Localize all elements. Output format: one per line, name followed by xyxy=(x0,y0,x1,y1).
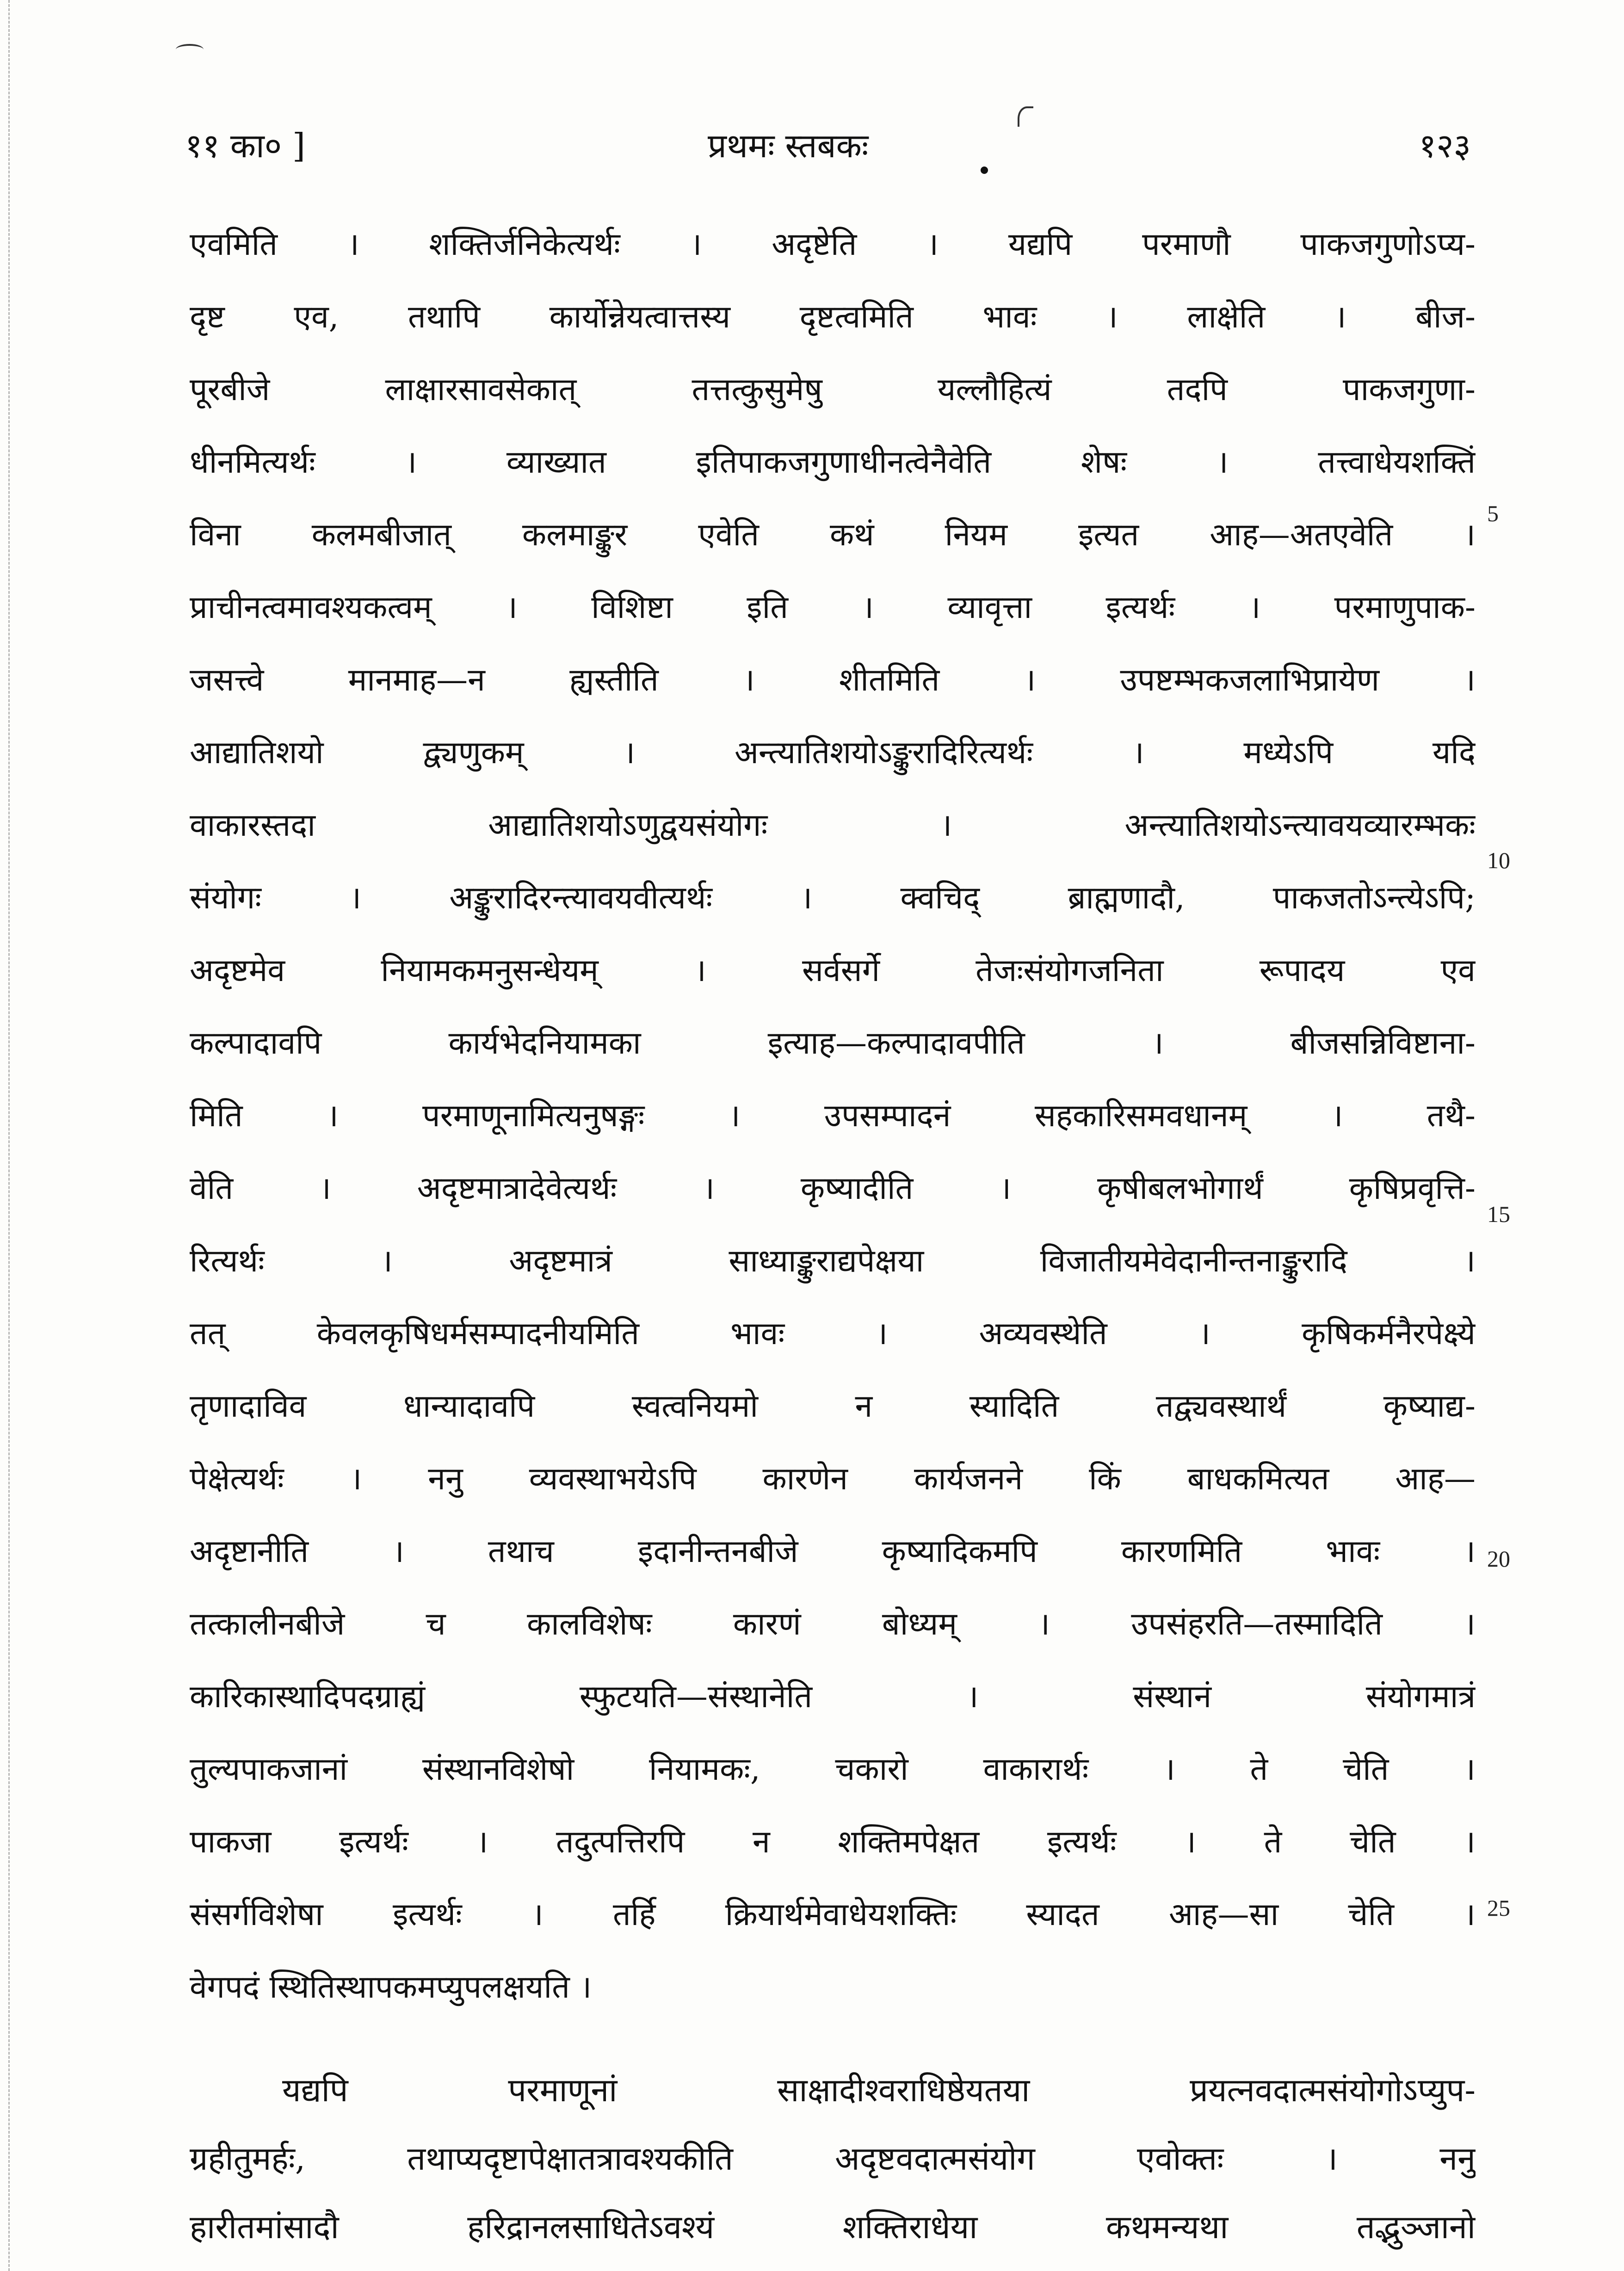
text-line: कारिकास्थादिपदग्राह्यं स्फुटयति—संस्थानेति । संस्थानं संयोगमात्रं xyxy=(190,1679,1476,1715)
stray-mark-top xyxy=(176,44,204,55)
commentary-body xyxy=(190,208,1476,2261)
line-number-10: 10 xyxy=(1487,847,1510,873)
text-line: तृणादाविव धान्यादावपि स्वत्वनियमो न स्यादिति तद्व्यवस्थार्थं कृष्याद्य- xyxy=(190,1388,1476,1425)
line-number-20: 20 xyxy=(1487,1546,1510,1572)
text-line: जसत्त्वे मानमाह—न ह्यस्तीति । शीतमिति । उपष्टम्भकजलाभिप्रायेण । xyxy=(190,662,1476,698)
header-section-ref: ११ का० ] xyxy=(185,126,306,165)
text-line: तत्कालीनबीजे च कालविशेषः कारणं बोध्यम् । उपसंहरति—तस्मादिति । xyxy=(190,1606,1476,1642)
text-line: अदृष्टमेव नियामकमनुसन्धेयम् । सर्वसर्गे तेजःसंयोगजनिता रूपादय एव xyxy=(190,952,1476,989)
scan-edge-mark xyxy=(0,0,10,2271)
line-number-15: 15 xyxy=(1487,1201,1510,1227)
header-dot-mark xyxy=(981,167,988,174)
running-header xyxy=(185,116,1471,176)
text-line: पूरबीजे लाक्षारसावसेकात् तत्तत्कुसुमेषु यल्लौहित्यं तदपि पाकजगुणा- xyxy=(190,371,1476,408)
paragraph-gap xyxy=(190,2024,1476,2056)
text-line: संसर्गविशेषा इत्यर्थः । तर्हि क्रियार्थमेवाधेयशक्तिः स्यादत आह—सा चेति । xyxy=(190,1896,1476,1933)
text-line: दृष्ट एव, तथापि कार्योन्नेयत्वात्तस्य दृष्टत्वमिति भावः । लाक्षेति । बीज- xyxy=(190,299,1476,335)
text-line: संयोगः । अङ्कुरादिरन्त्यावयवीत्यर्थः । क्वचिद् ब्राह्मणादौ, पाकजतोऽन्त्येऽपि; xyxy=(190,880,1476,916)
text-line-last: वेगपदं स्थितिस्थापकमप्युपलक्षयति । xyxy=(190,1969,592,2006)
text-line: पाकजा इत्यर्थः । तदुत्पत्तिरपि न शक्तिमपेक्षत इत्यर्थः । ते चेति । xyxy=(190,1824,1476,1860)
paragraph-line: हारीतमांसादौ हरिद्रानलसाधितेऽवश्यं शक्तिराधेया कथमन्यथा तद्भुञ्जानो xyxy=(190,2208,1476,2246)
text-line: अदृष्टानीति । तथाच इदानीन्तनबीजे कृष्यादिकमपि कारणमिति भावः । xyxy=(190,1533,1476,1570)
text-line: धीनमित्यर्थः । व्याख्यात इतिपाकजगुणाधीनत्वेनैवेति शेषः । तत्त्वाधेयशक्तिं xyxy=(190,444,1476,481)
header-chapter-title: प्रथमः स्तबकः xyxy=(708,126,869,165)
text-line: वाकारस्तदा आद्यातिशयोऽणुद्वयसंयोगः । अन्त्यातिशयोऽन्त्यावयव्यारम्भकः xyxy=(190,807,1476,844)
text-line: प्राचीनत्वमावश्यकत्वम् । विशिष्टा इति । व्यावृत्ता इत्यर्थः । परमाणुपाक- xyxy=(190,589,1476,626)
paragraph-line: यद्यपि परमाणूनां साक्षादीश्वराधिष्ठेयतया प्रयत्नवदात्मसंयोगोऽप्युप- xyxy=(282,2071,1476,2109)
text-line: आद्यातिशयो द्व्यणुकम् । अन्त्यातिशयोऽङ्कुरादिरित्यर्थः । मध्येऽपि यदि xyxy=(190,734,1476,771)
text-line: तुल्यपाकजानां संस्थानविशेषो नियामकः, चकारो वाकारार्थः । ते चेति । xyxy=(190,1751,1476,1788)
text-line: कल्पादावपि कार्यभेदनियामका इत्याह—कल्पादावपीति । बीजसन्निविष्टाना- xyxy=(190,1025,1476,1061)
page-number: १२३ xyxy=(1419,126,1471,165)
text-line: विना कलमबीजात् कलमाङ्कुर एवेति कथं नियम इत्यत आह—अतएवेति । xyxy=(190,517,1476,553)
text-line: रित्यर्थः । अदृष्टमात्रं साध्याङ्कुराद्यपेक्षया विजातीयमेवेदानीन्तनाङ्कुरादि । xyxy=(190,1243,1476,1279)
paragraph-line: ग्रहीतुमर्हः, तथाप्यदृष्टापेक्षातत्रावश्यकीति अदृष्टवदात्मसंयोग एवोक्तः । ननु xyxy=(190,2140,1476,2178)
text-line: पेक्षेत्यर्थः । ननु व्यवस्थाभयेऽपि कारणेन कार्यजनने किं बाधकमित्यत आह— xyxy=(190,1461,1476,1497)
text-line: एवमिति । शक्तिर्जनिकेत्यर्थः । अदृष्टेति । यद्यपि परमाणौ पाकजगुणोऽप्य- xyxy=(190,226,1476,263)
line-number-5: 5 xyxy=(1487,500,1499,526)
text-line: तत् केवलकृषिधर्मसम्पादनीयमिति भावः । अव्यवस्थेति । कृषिकर्मनैरपेक्ष्ये xyxy=(190,1315,1476,1352)
line-number-25: 25 xyxy=(1487,1895,1510,1921)
text-line: मिति । परमाणूनामित्यनुषङ्गः । उपसम्पादनं सहकारिसमवधानम् । तथै- xyxy=(190,1098,1476,1134)
text-line: वेति । अदृष्टमात्रादेवेत्यर्थः । कृष्यादीति । कृषीबलभोगार्थं कृषिप्रवृत्ति- xyxy=(190,1170,1476,1207)
